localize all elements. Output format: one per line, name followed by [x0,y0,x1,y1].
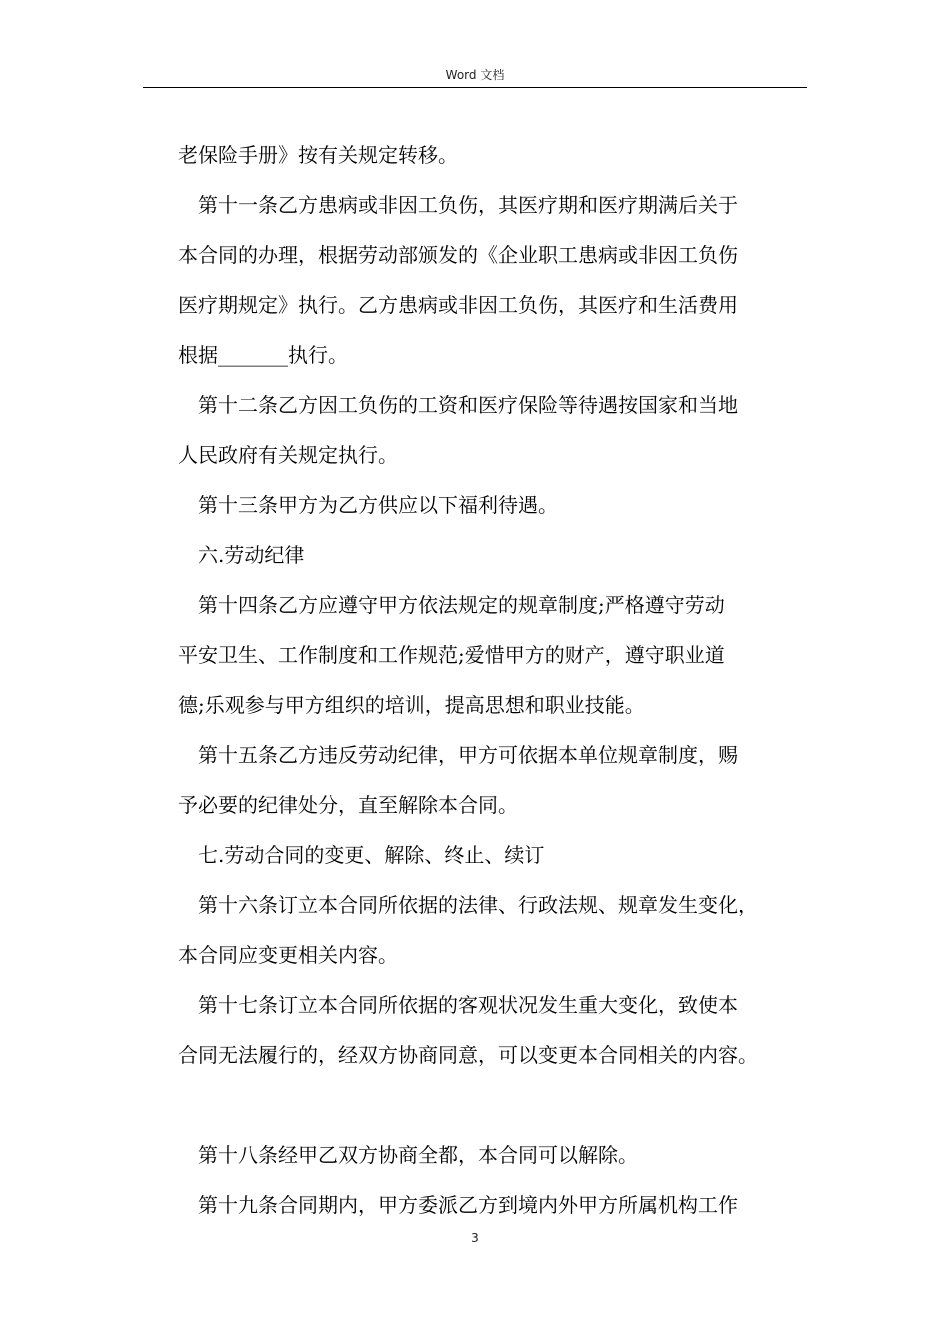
paragraph-line: 医疗期规定》执行。乙方患病或非因工负伤，其医疗和生活费用 [178,293,738,317]
paragraph-line: 第十五条乙方违反劳动纪律，甲方可依据本单位规章制度，赐 [198,743,738,767]
paragraph-line: 合同无法履行的，经双方协商同意，可以变更本合同相关的内容。 [178,1043,758,1067]
paragraph-line: 德;乐观参与甲方组织的培训，提高思想和职业技能。 [178,693,645,717]
paragraph-line: 老保险手册》按有关规定转移。 [178,143,458,167]
paragraph-line: 根据_______执行。 [178,343,348,367]
header-divider [143,87,807,88]
paragraph-line: 第十一条乙方患病或非因工负伤，其医疗期和医疗期满后关于 [198,193,738,217]
paragraph-line: 第十二条乙方因工负伤的工资和医疗保险等待遇按国家和当地 [198,393,738,417]
page-header: Word 文档 [445,68,505,82]
paragraph-line: 第十三条甲方为乙方供应以下福利待遇。 [198,493,558,517]
paragraph-line: 人民政府有关规定执行。 [178,443,398,467]
paragraph-line [178,1080,818,1130]
paragraph-line: 本合同的办理，根据劳动部颁发的《企业职工患病或非因工负伤 [178,243,738,267]
page-number: 3 [471,1231,479,1245]
paragraph-line: 平安卫生、工作制度和工作规范;爱惜甲方的财产，遵守职业道 [178,643,725,667]
paragraph-line: 予必要的纪律处分，直至解除本合同。 [178,793,518,817]
paragraph-line: 本合同应变更相关内容。 [178,943,398,967]
paragraph-line: 第十七条订立本合同所依据的客观状况发生重大变化，致使本 [198,993,738,1017]
paragraph-line: 第十八条经甲乙双方协商全都，本合同可以解除。 [198,1143,638,1167]
document-body [178,130,818,1230]
paragraph-line: 第十九条合同期内，甲方委派乙方到境内外甲方所属机构工作 [198,1193,738,1217]
paragraph-line: 第十四条乙方应遵守甲方依法规定的规章制度;严格遵守劳动 [198,593,725,617]
paragraph-line: 第十六条订立本合同所依据的法律、行政法规、规章发生变化， [198,893,758,917]
paragraph-line: 七.劳动合同的变更、解除、终止、续订 [198,843,545,867]
paragraph-line: 六.劳动纪律 [198,543,305,567]
